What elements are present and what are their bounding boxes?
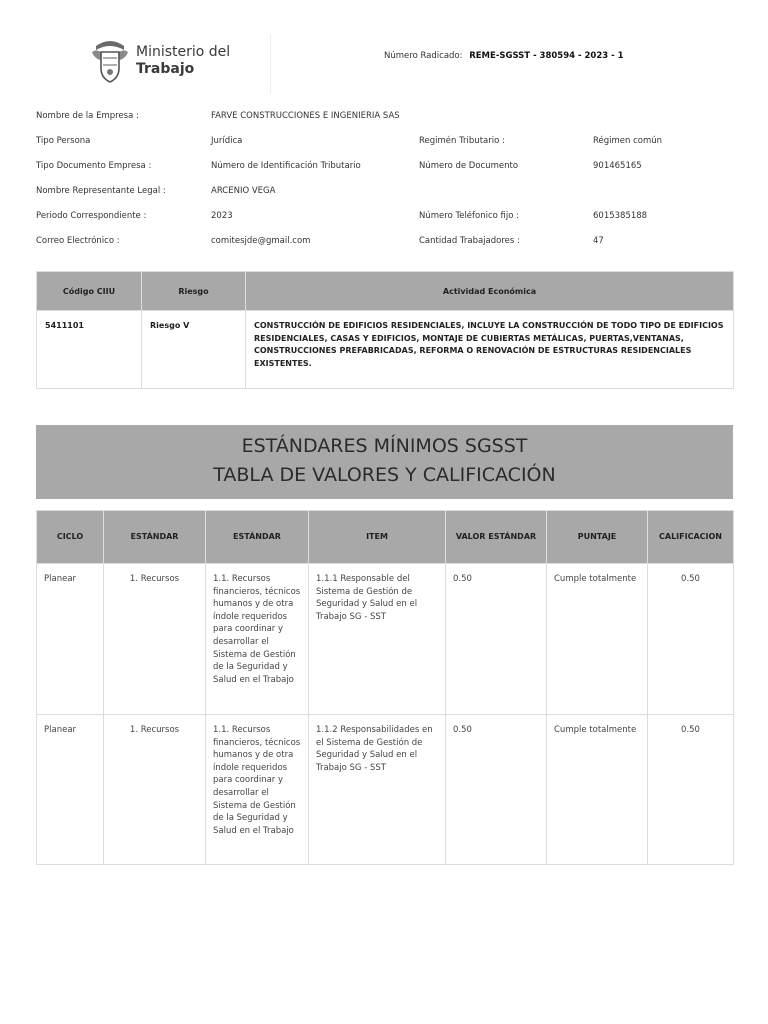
item-cell: 1.1.2 Responsabilidades en el Sistema de Gestión de Seguridad y Salud en el Trabajo SG - SST [309,715,446,865]
info-label: Nombre Representante Legal : [36,186,166,196]
info-label: Tipo Persona [36,136,91,146]
info-label: Periodo Correspondiente : [36,211,147,221]
info-row-periodo [36,206,736,231]
info-value: Número de Identificación Tributario [211,161,361,171]
table-header-row [37,272,734,311]
info-value: Régimen común [593,136,663,146]
valor-estandar-cell: 0.50 [446,564,547,715]
info-label: Tipo Documento Empresa : [36,161,152,171]
info-value: ARCENIO VEGA [211,186,276,196]
section-banner [36,425,733,499]
codigo-ciiu-cell: 5411101 [37,311,142,389]
info-value: 47 [593,236,604,246]
info-row-correo [36,231,736,256]
item-cell: 1.1.1 Responsable del Sistema de Gestión de Seguridad y Salud en el Trabajo SG - SST [309,564,446,715]
column-header: ITEM [309,511,446,564]
estandar-detail-cell: 1.1. Recursos financieros, técnicos humanos y de otra índole requeridos para coordinar y desarrollar el Sistema de Gestión de la Seguridad y Salud en el Trabajo [206,715,309,865]
column-header: Actividad Económica [246,272,734,311]
info-value: 6015385188 [593,211,648,221]
column-header: ESTÁNDAR [104,511,206,564]
info-value: 2023 [211,211,233,221]
logo-text-line2: Trabajo [136,61,195,77]
calificacion-cell: 0.50 [648,715,734,865]
puntaje-cell: Cumple totalmente [547,564,648,715]
valor-estandar-cell: 0.50 [446,715,547,865]
info-value: 901465165 [593,161,642,171]
ministerio-logo [90,38,230,84]
column-header: ESTÁNDAR [206,511,309,564]
radicado-label: Número Radicado: [384,51,463,61]
table-header-row [37,511,734,564]
table-row [37,311,734,389]
column-header: PUNTAJE [547,511,648,564]
info-label: Regimén Tributario : [419,136,505,146]
puntaje-cell: Cumple totalmente [547,715,648,865]
estandar-cell: 1. Recursos [104,564,206,715]
header-divider [270,34,271,94]
column-header: Riesgo [142,272,246,311]
column-header: Código CIIU [37,272,142,311]
coat-of-arms-icon [90,38,130,84]
table-row [37,564,734,715]
estandar-cell: 1. Recursos [104,715,206,865]
info-label: Número de Documento [419,161,519,171]
ciiu-table [36,271,734,389]
logo-text-line1: Ministerio del [136,44,231,60]
ciclo-cell: Planear [37,715,104,865]
actividad-economica-cell: CONSTRUCCIÓN DE EDIFICIOS RESIDENCIALES, INCLUYE LA CONSTRUCCIÓN DE TODO TIPO DE EDIFICIOS RESIDENCIALES, CASAS Y EDIFICIOS, MONTAJE DE CUBIERTAS METÁLICAS, PUERTAS,VENTANAS, CONSTRUCCIONES PREFABRICADAS, REFORMA O RENOVACIÓN DE ESTRUCTURAS RESIDENCIALES EXISTENTES. [246,311,734,389]
estandar-detail-cell: 1.1. Recursos financieros, técnicos humanos y de otra índole requeridos para coordinar y desarrollar el Sistema de Gestión de la Seguridad y Salud en el Trabajo [206,564,309,715]
radicado-number [384,51,624,61]
ciclo-cell: Planear [37,564,104,715]
column-header: CALIFICACION [648,511,734,564]
banner-title-line2: TABLA DE VALORES Y CALIFICACIÓN [213,464,556,486]
info-label: Número Teléfonico fijo : [419,211,520,221]
page-header [0,0,768,110]
info-row-empresa [36,106,736,131]
table-row [37,715,734,865]
info-value: FARVE CONSTRUCCIONES E INGENIERIA SAS [211,111,400,121]
info-row-tipo-documento [36,156,736,181]
calificacion-cell: 0.50 [648,564,734,715]
column-header: VALOR ESTÁNDAR [446,511,547,564]
info-label: Nombre de la Empresa : [36,111,139,121]
standards-table [36,510,734,865]
info-label: Cantidad Trabajadores : [419,236,520,246]
riesgo-cell: Riesgo V [142,311,246,389]
radicado-value: REME-SGSST - 380594 - 2023 - 1 [469,51,624,61]
banner-title-line1: ESTÁNDARES MÍNIMOS SGSST [241,435,528,457]
info-row-representante [36,181,736,206]
column-header: CICLO [37,511,104,564]
company-info [36,106,736,256]
info-value: comitesjde@gmail.com [211,236,311,246]
info-value: Jurídica [211,136,243,146]
info-row-tipo-persona [36,131,736,156]
info-label: Correo Electrónico : [36,236,120,246]
